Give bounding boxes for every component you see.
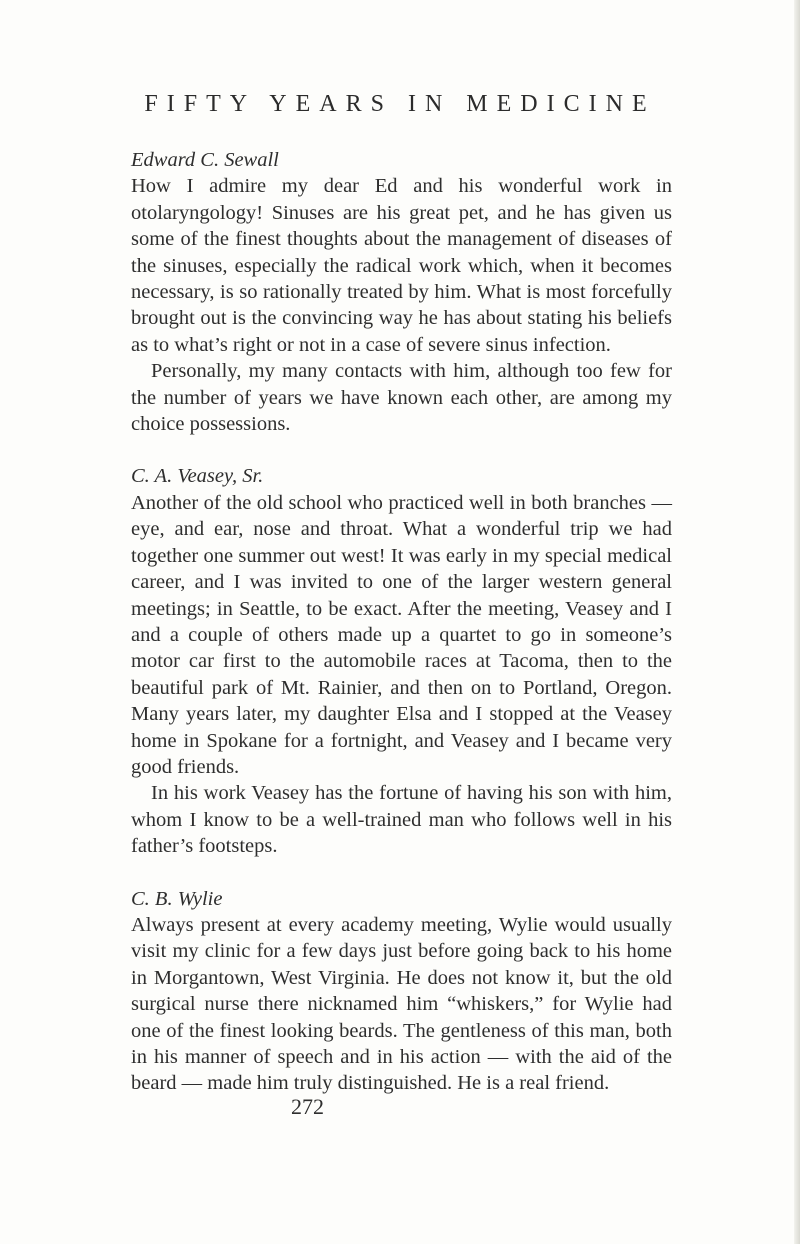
paragraph: In his work Veasey has the fortune of having his son with him, whom I know to be a well-trained man who follows well in his father’s footsteps. xyxy=(131,782,672,858)
section-wylie xyxy=(131,886,672,1097)
paragraph: How I admire my dear Ed and his wonderful work in otolaryngology! Sinuses are his great pet, and he has given us some of the finest thoughts about the management of diseases of the sinuses, especially the radical work which, when it becomes necessary, is so rationally treated by him. What is most forcefully brought out is the convincing way he has about stating his beliefs as to what’s right or not in a case of severe sinus infection. xyxy=(131,175,672,356)
running-head: FIFTY YEARS IN MEDICINE xyxy=(144,91,656,117)
section-heading: C. B. Wylie xyxy=(131,887,223,910)
section-heading: C. A. Veasey, Sr. xyxy=(131,465,264,488)
section-sewall xyxy=(131,147,672,437)
paragraph: Always present at every academy meeting, Wylie would usually visit my clinic for a few days just before going back to his home in Morgantown, West Virginia. He does not know it, but the old surgical nurse there nicknamed him “whiskers,” for Wylie had one of the finest looking beards. The gentleness of this man, both in his manner of speech and in his action — with the aid of the beard — made him truly distinguished. He is a real friend. xyxy=(131,913,672,1095)
paragraph: Another of the old school who practiced well in both branches — eye, and ear, nose and throat. What a wonderful trip we had together one summer out west! It was early in my special medical career, and I was invited to one of the larger western general meetings; in Seattle, to be exact. After the meeting, Veasey and I and a couple of others made up a quartet to go in someone’s motor car first to the automobile races at Tacoma, then to the beautiful park of Mt. Rainier, and then on to Portland, Oregon. Many years later, my daughter Elsa and I stopped at the Veasey home in Spokane for a fortnight, and Veasey and I became very good friends. xyxy=(131,491,672,778)
paragraph: Personally, my many contacts with him, although too few for the number of years we have known each other, are among my choice possessions. xyxy=(131,360,672,436)
page-number: 272 xyxy=(291,1094,324,1119)
section-heading: Edward C. Sewall xyxy=(131,149,279,171)
page-edge xyxy=(794,0,800,1244)
page-body xyxy=(131,147,672,1123)
section-veasey xyxy=(131,463,672,859)
